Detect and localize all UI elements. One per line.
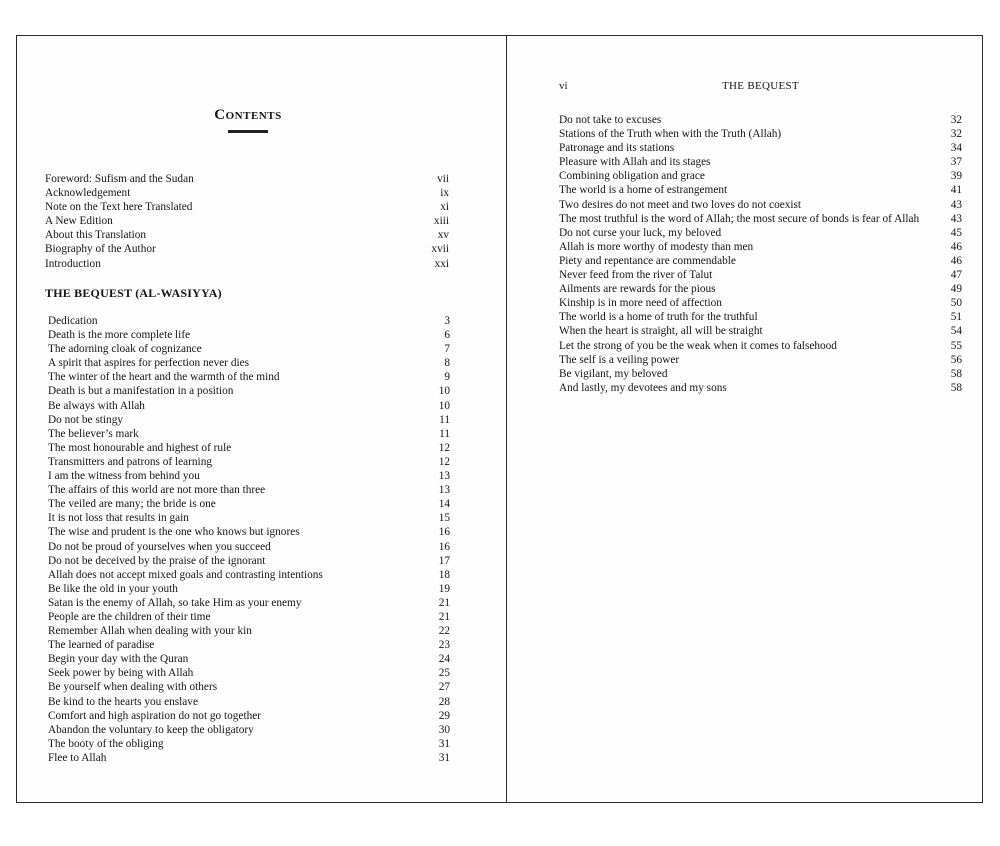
toc-entry-page-number: 46 [950, 240, 962, 253]
toc-entry [48, 680, 450, 694]
toc-entry [559, 324, 962, 338]
toc-entry-page-number: 16 [438, 526, 450, 539]
toc-entry [559, 226, 962, 240]
toc-entry-title: Two desires do not meet and two loves do not coexist [559, 198, 802, 211]
toc-entry [48, 356, 450, 370]
toc-entry [559, 367, 962, 381]
toc-entry-title: The winter of the heart and the warmth of the mind [48, 371, 280, 384]
toc-entry-title: Abandon the voluntary to keep the obligatory [48, 723, 254, 736]
toc-entry [48, 709, 450, 723]
toc-entry [48, 525, 450, 539]
toc-entry-page-number: 15 [438, 512, 450, 525]
toc-entry-page-number: 30 [438, 723, 450, 736]
toc-entry-page-number: 43 [950, 212, 962, 225]
toc-entry-page-number: 17 [438, 554, 450, 567]
toc-entry [48, 370, 450, 384]
toc-entry [559, 296, 962, 310]
toc-entry-title: Introduction [45, 257, 101, 270]
toc-entry [45, 172, 449, 186]
toc-entry-page-number: 13 [438, 470, 450, 483]
toc-entry-title: The believer’s mark [48, 427, 139, 440]
toc-entry [48, 483, 450, 497]
toc-entry-title: Kinship is in more need of affection [559, 297, 722, 310]
toc-entry [48, 582, 450, 596]
toc-entry [48, 455, 450, 469]
toc-entry-title: The self is a veiling power [559, 353, 680, 366]
toc-entry [48, 624, 450, 638]
toc-entry-page-number: 12 [438, 455, 450, 468]
toc-entry [48, 751, 450, 765]
toc-entry-title: Be kind to the hearts you enslave [48, 695, 198, 708]
toc-entry-title: Death is the more complete life [48, 329, 191, 342]
toc-entry-title: Ailments are rewards for the pious [559, 283, 716, 296]
toc-entry-page-number: 58 [950, 381, 962, 394]
toc-entry-page-number: 58 [950, 367, 962, 380]
toc-entry-title: Death is but a manifestation in a position [48, 385, 234, 398]
toc-entry-page-number: 55 [950, 339, 962, 352]
toc-entry-page-number: 47 [950, 269, 962, 282]
toc-entry-page-number: 28 [438, 695, 450, 708]
toc-entry-title: Note on the Text here Translated [45, 201, 193, 214]
toc-entry [45, 257, 449, 271]
toc-entry-page-number: 21 [438, 610, 450, 623]
toc-entry-title: Biography of the Author [45, 243, 156, 256]
toc-entry-title: Do not curse your luck, my beloved [559, 226, 722, 239]
toc-entry-page-number: 31 [438, 751, 450, 764]
toc-entry-page-number: 18 [438, 568, 450, 581]
toc-entry-page-number: xvii [431, 243, 449, 256]
toc-entry-page-number: 43 [950, 198, 962, 211]
toc-entry-page-number: 49 [950, 283, 962, 296]
toc-entry-title: The most honourable and highest of rule [48, 441, 232, 454]
toc-entry-title: Be like the old in your youth [48, 582, 178, 595]
toc-entry-title: Allah is more worthy of modesty than men [559, 240, 754, 253]
toc-entry-title: The veiled are many; the bride is one [48, 498, 216, 511]
toc-entry-title: Dedication [48, 315, 98, 327]
toc-entry [48, 511, 450, 525]
toc-entry-page-number: 32 [950, 128, 962, 141]
toc-entry [45, 214, 449, 228]
toc-entry [559, 381, 962, 395]
toc-entry [48, 596, 450, 610]
toc-entry-page-number: 21 [438, 596, 450, 609]
toc-entry-page-number: 13 [438, 484, 450, 497]
toc-entry-page-number: 37 [950, 156, 962, 169]
toc-entry-title: I am the witness from behind you [48, 470, 200, 483]
toc-entry [48, 342, 450, 356]
toc-entry-page-number: xxi [434, 257, 449, 270]
toc-entry-page-number: 11 [439, 427, 450, 440]
toc-entry-page-number: 22 [438, 625, 450, 638]
toc-entry [48, 568, 450, 582]
toc-entry-title: Transmitters and patrons of learning [48, 455, 212, 468]
toc-entry-title: Pleasure with Allah and its stages [559, 156, 711, 169]
toc-entry-title: Allah does not accept mixed goals and contrasting intentions [48, 568, 323, 581]
toc-entry-page-number: 45 [950, 226, 962, 239]
toc-entry-page-number: 56 [950, 353, 962, 366]
toc-entry-page-number: 29 [438, 709, 450, 722]
toc-entry [559, 183, 962, 197]
toc-entry-title: Be vigilant, my beloved [559, 367, 668, 380]
toc-entry-page-number: 12 [438, 441, 450, 454]
toc-entry [48, 314, 450, 328]
toc-entry-page-number: 9 [444, 371, 450, 384]
toc-entry-page-number: 3 [444, 315, 450, 327]
toc-entry [559, 282, 962, 296]
front-matter-list [45, 172, 449, 271]
toc-entry-title: Do not be stingy [48, 413, 123, 426]
toc-entry-page-number: 46 [950, 254, 962, 267]
toc-entry-page-number: 24 [438, 653, 450, 666]
toc-entry [559, 127, 962, 141]
contents-title: Contents [214, 107, 282, 123]
toc-entry [559, 268, 962, 282]
toc-entry [48, 652, 450, 666]
toc-entry-page-number: vii [437, 173, 449, 185]
toc-entry-title: A spirit that aspires for perfection never dies [48, 357, 250, 370]
toc-entry [45, 200, 449, 214]
toc-entry-page-number: 10 [438, 399, 450, 412]
toc-entry-page-number: 51 [950, 311, 962, 324]
toc-entry [48, 469, 450, 483]
toc-entry-page-number: 11 [439, 413, 450, 426]
toc-entry-title: The world is a home of truth for the truthful [559, 311, 758, 324]
toc-entry [48, 666, 450, 680]
left-page [17, 36, 506, 802]
toc-entry-title: Foreword: Sufism and the Sudan [45, 173, 194, 185]
toc-entry [559, 169, 962, 183]
toc-entry-title: Acknowledgement [45, 187, 131, 200]
toc-entry [559, 310, 962, 324]
toc-entry [48, 540, 450, 554]
toc-entry-title: The adorning cloak of cognizance [48, 343, 202, 356]
toc-entry-page-number: 16 [438, 540, 450, 553]
title-rule [228, 130, 268, 133]
toc-entry [559, 353, 962, 367]
toc-entry-title: Patronage and its stations [559, 142, 675, 155]
toc-entry [559, 339, 962, 353]
toc-entry-page-number: 32 [950, 114, 962, 126]
section-heading: THE BEQUEST (AL-WASIYYA) [45, 286, 222, 300]
toc-entry [45, 228, 449, 242]
toc-entry [559, 141, 962, 155]
toc-entry [48, 554, 450, 568]
bequest-contents-list-continued [559, 113, 962, 395]
toc-entry-page-number: 6 [444, 329, 450, 342]
toc-entry-page-number: 7 [444, 343, 450, 356]
toc-entry [48, 399, 450, 413]
toc-entry-title: The most truthful is the word of Allah; the most secure of bonds is fear of Allah [559, 212, 920, 225]
toc-entry-title: And lastly, my devotees and my sons [559, 381, 727, 394]
toc-entry [48, 441, 450, 455]
toc-entry [48, 610, 450, 624]
toc-entry-title: People are the children of their time [48, 610, 211, 623]
toc-entry [559, 254, 962, 268]
toc-entry-page-number: 34 [950, 142, 962, 155]
toc-entry-title: Flee to Allah [48, 751, 107, 764]
toc-entry [48, 384, 450, 398]
toc-entry-title: Stations of the Truth when with the Truth (Allah) [559, 128, 782, 141]
toc-entry-page-number: ix [440, 187, 449, 200]
toc-entry-title: Seek power by being with Allah [48, 667, 194, 680]
toc-entry-title: Combining obligation and grace [559, 170, 705, 183]
toc-entry-page-number: 31 [438, 737, 450, 750]
toc-entry [48, 497, 450, 511]
toc-entry-title: Do not be deceived by the praise of the ignorant [48, 554, 266, 567]
toc-entry-page-number: 8 [444, 357, 450, 370]
toc-entry-title: Never feed from the river of Talut [559, 269, 713, 282]
toc-entry-page-number: 54 [950, 325, 962, 338]
toc-entry-page-number: xv [437, 229, 449, 242]
toc-entry-title: Piety and repentance are commendable [559, 254, 736, 267]
toc-entry-title: Do not be proud of yourselves when you succeed [48, 540, 271, 553]
toc-entry [48, 695, 450, 709]
toc-entry-title: A New Edition [45, 215, 113, 228]
toc-entry-title: The world is a home of estrangement [559, 184, 728, 197]
toc-entry-title: About this Translation [45, 229, 147, 242]
toc-entry [48, 427, 450, 441]
toc-entry [559, 113, 962, 127]
toc-entry [45, 186, 449, 200]
toc-entry-title: Be always with Allah [48, 399, 145, 412]
toc-entry-title: Begin your day with the Quran [48, 653, 189, 666]
toc-entry-title: The affairs of this world are not more than three [48, 484, 266, 497]
toc-entry [48, 328, 450, 342]
toc-entry [559, 155, 962, 169]
toc-entry [559, 198, 962, 212]
toc-entry-title: When the heart is straight, all will be straight [559, 325, 763, 338]
page-folio: vi [559, 80, 568, 92]
toc-entry-page-number: 23 [438, 639, 450, 652]
toc-entry-page-number: 41 [950, 184, 962, 197]
toc-entry-page-number: xiii [433, 215, 449, 228]
toc-entry-page-number: xi [440, 201, 449, 214]
toc-entry-title: The booty of the obliging [48, 737, 164, 750]
toc-entry [559, 240, 962, 254]
toc-entry [45, 242, 449, 256]
toc-entry-page-number: 39 [950, 170, 962, 183]
toc-entry-title: Be yourself when dealing with others [48, 681, 218, 694]
running-title: THE BEQUEST [722, 80, 799, 92]
toc-entry-page-number: 19 [438, 582, 450, 595]
toc-entry-page-number: 50 [950, 297, 962, 310]
toc-entry-title: Let the strong of you be the weak when it comes to falsehood [559, 339, 837, 352]
toc-entry [559, 212, 962, 226]
toc-entry [48, 638, 450, 652]
toc-entry-page-number: 10 [438, 385, 450, 398]
toc-entry-title: Comfort and high aspiration do not go together [48, 709, 262, 722]
toc-entry-page-number: 25 [438, 667, 450, 680]
toc-entry [48, 723, 450, 737]
toc-entry [48, 413, 450, 427]
toc-entry-title: The learned of paradise [48, 639, 155, 652]
toc-entry-page-number: 27 [438, 681, 450, 694]
toc-entry [48, 737, 450, 751]
toc-entry-title: Do not take to excuses [559, 114, 662, 126]
right-page [507, 36, 983, 802]
toc-entry-page-number: 14 [438, 498, 450, 511]
toc-entry-title: Satan is the enemy of Allah, so take Him as your enemy [48, 596, 302, 609]
toc-entry-title: The wise and prudent is the one who knows but ignores [48, 526, 300, 539]
toc-entry-title: Remember Allah when dealing with your kin [48, 625, 252, 638]
bequest-contents-list [48, 314, 450, 765]
book-spread [16, 35, 983, 803]
toc-entry-title: It is not loss that results in gain [48, 512, 189, 525]
